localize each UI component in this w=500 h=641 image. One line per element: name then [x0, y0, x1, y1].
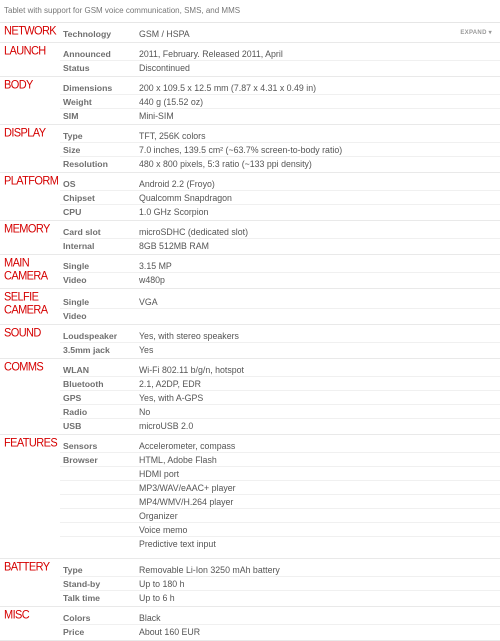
- spec-rows: [60, 611, 500, 638]
- spec-value: Predictive text input: [139, 538, 216, 549]
- spec-rows: [60, 225, 500, 252]
- spec-row: [60, 225, 500, 239]
- spec-row: [60, 47, 500, 61]
- spec-name[interactable]: Sensors: [63, 440, 98, 451]
- spec-name[interactable]: Colors: [63, 612, 91, 623]
- spec-value: 480 x 800 pixels, 5:3 ratio (~133 ppi density): [139, 158, 312, 169]
- spec-value: Voice memo: [139, 524, 188, 535]
- spec-row: [60, 591, 500, 604]
- section-title[interactable]: BATTERY: [4, 561, 50, 574]
- spec-name[interactable]: Stand-by: [63, 578, 101, 589]
- spec-value: 3.15 MP: [139, 260, 172, 271]
- spec-name[interactable]: Price: [63, 626, 85, 637]
- spec-value: HTML, Adobe Flash: [139, 454, 217, 465]
- spec-row: [60, 295, 500, 309]
- spec-value: Yes, with A-GPS: [139, 392, 204, 403]
- expand-button[interactable]: [460, 29, 492, 36]
- section-title[interactable]: SELFIE CAMERA: [4, 291, 48, 317]
- spec-name[interactable]: SIM: [63, 110, 79, 121]
- spec-value: Up to 6 h: [139, 592, 175, 603]
- spec-name[interactable]: Announced: [63, 48, 111, 59]
- spec-name[interactable]: Chipset: [63, 192, 95, 203]
- spec-row: [60, 509, 500, 523]
- spec-name[interactable]: WLAN: [63, 364, 90, 375]
- section-title[interactable]: MAIN CAMERA: [4, 257, 48, 283]
- spec-name[interactable]: Size: [63, 144, 81, 155]
- spec-value: Black: [139, 612, 161, 623]
- spec-value: 2011, February. Released 2011, April: [139, 48, 283, 59]
- section-title[interactable]: FEATURES: [4, 437, 58, 450]
- spec-section-misc: [0, 607, 500, 641]
- spec-rows: [60, 329, 500, 356]
- spec-value: Organizer: [139, 510, 178, 521]
- spec-name[interactable]: Browser: [63, 454, 98, 465]
- spec-name[interactable]: Loudspeaker: [63, 330, 118, 341]
- spec-name[interactable]: Video: [63, 274, 87, 285]
- spec-section-launch: [0, 43, 500, 77]
- spec-section-comms: [0, 359, 500, 435]
- spec-row: [60, 439, 500, 453]
- spec-row: [60, 27, 500, 40]
- spec-value: Qualcomm Snapdragon: [139, 192, 232, 203]
- spec-value: GSM / HSPA: [139, 28, 190, 39]
- spec-value: 200 x 109.5 x 12.5 mm (7.87 x 4.31 x 0.49 in): [139, 82, 317, 93]
- spec-row: [60, 363, 500, 377]
- spec-value: VGA: [139, 296, 158, 307]
- spec-value: Mini-SIM: [139, 110, 174, 121]
- spec-value: No: [139, 406, 151, 417]
- caret-down-icon: ▾: [486, 30, 492, 36]
- spec-rows: [60, 563, 500, 604]
- spec-value: microSDHC (dedicated slot): [139, 226, 249, 237]
- spec-name[interactable]: Single: [63, 260, 90, 271]
- intro-text: Tablet with support for GSM voice communication, SMS, and MMS: [0, 0, 500, 23]
- spec-row: [60, 309, 500, 322]
- spec-name[interactable]: Resolution: [63, 158, 108, 169]
- spec-row: [60, 453, 500, 467]
- spec-name[interactable]: Dimensions: [63, 82, 113, 93]
- spec-section-main-camera: [0, 255, 500, 289]
- spec-row: [60, 563, 500, 577]
- spec-name[interactable]: Technology: [63, 28, 112, 39]
- spec-rows: [60, 295, 500, 322]
- spec-value: Discontinued: [139, 62, 190, 73]
- spec-section-features: [0, 435, 500, 559]
- spec-row: [60, 329, 500, 343]
- spec-row: [60, 611, 500, 625]
- spec-name[interactable]: Type: [63, 564, 83, 575]
- spec-value: microUSB 2.0: [139, 420, 194, 431]
- section-title[interactable]: SOUND: [4, 327, 41, 340]
- spec-row: [60, 467, 500, 481]
- spec-section-battery: [0, 559, 500, 607]
- spec-section-selfie-camera: [0, 289, 500, 325]
- spec-row: [60, 205, 500, 218]
- spec-row: [60, 495, 500, 509]
- spec-value: Wi-Fi 802.11 b/g/n, hotspot: [139, 364, 244, 375]
- spec-row: [60, 405, 500, 419]
- spec-name[interactable]: CPU: [63, 206, 82, 217]
- spec-name[interactable]: Bluetooth: [63, 378, 104, 389]
- section-title[interactable]: NETWORK: [4, 25, 57, 38]
- spec-name[interactable]: 3.5mm jack: [63, 344, 110, 355]
- spec-value: 8GB 512MB RAM: [139, 240, 209, 251]
- spec-value: 1.0 GHz Scorpion: [139, 206, 209, 217]
- spec-value: Up to 180 h: [139, 578, 185, 589]
- spec-row: [60, 129, 500, 143]
- spec-value: HDMI port: [139, 468, 180, 479]
- spec-name[interactable]: Internal: [63, 240, 95, 251]
- section-title[interactable]: MEMORY: [4, 223, 50, 236]
- spec-value: Accelerometer, compass: [139, 440, 236, 451]
- spec-value: MP4/WMV/H.264 player: [139, 496, 234, 507]
- spec-rows: [60, 363, 500, 432]
- spec-value: w480p: [139, 274, 165, 285]
- spec-value: 7.0 inches, 139.5 cm² (~63.7% screen-to-body ratio): [139, 144, 343, 155]
- spec-rows: [60, 27, 500, 40]
- spec-row: [60, 81, 500, 95]
- spec-name[interactable]: Talk time: [63, 592, 101, 603]
- spec-section-sound: [0, 325, 500, 359]
- spec-value: MP3/WAV/eAAC+ player: [139, 482, 236, 493]
- spec-section-platform: [0, 173, 500, 221]
- spec-name[interactable]: Status: [63, 62, 90, 73]
- spec-name[interactable]: Weight: [63, 96, 92, 107]
- spec-name[interactable]: Video: [63, 310, 87, 321]
- spec-row: [60, 191, 500, 205]
- spec-name[interactable]: USB: [63, 420, 82, 431]
- spec-value: Android 2.2 (Froyo): [139, 178, 215, 189]
- section-title[interactable]: PLATFORM: [4, 175, 59, 188]
- spec-section-display: [0, 125, 500, 173]
- spec-value: About 160 EUR: [139, 626, 201, 637]
- spec-value: Removable Li-Ion 3250 mAh battery: [139, 564, 280, 575]
- spec-value: 2.1, A2DP, EDR: [139, 378, 201, 389]
- spec-name[interactable]: Type: [63, 130, 83, 141]
- expand-label: EXPAND: [460, 30, 487, 36]
- spec-name[interactable]: OS: [63, 178, 76, 189]
- section-title[interactable]: LAUNCH: [4, 45, 46, 58]
- spec-row: [60, 377, 500, 391]
- section-title[interactable]: COMMS: [4, 361, 44, 374]
- spec-rows: [60, 439, 500, 550]
- spec-row: [60, 343, 500, 356]
- spec-row: [60, 419, 500, 432]
- section-title[interactable]: DISPLAY: [4, 127, 46, 140]
- spec-rows: [60, 177, 500, 218]
- spec-rows: [60, 129, 500, 170]
- spec-row: [60, 157, 500, 170]
- spec-section-body: [0, 77, 500, 125]
- spec-row: [60, 481, 500, 495]
- spec-name[interactable]: GPS: [63, 392, 82, 403]
- spec-row: [60, 95, 500, 109]
- spec-row: [60, 625, 500, 638]
- spec-rows: [60, 47, 500, 74]
- spec-row: [60, 143, 500, 157]
- spec-row: [60, 577, 500, 591]
- spec-row: [60, 61, 500, 74]
- spec-row: [60, 523, 500, 537]
- specs-table: [0, 23, 500, 641]
- spec-row: [60, 391, 500, 405]
- spec-row: [60, 177, 500, 191]
- spec-rows: [60, 259, 500, 286]
- spec-name[interactable]: Card slot: [63, 226, 101, 237]
- section-title[interactable]: BODY: [4, 79, 33, 92]
- spec-name[interactable]: Single: [63, 296, 90, 307]
- section-title[interactable]: MISC: [4, 609, 30, 622]
- spec-name[interactable]: Radio: [63, 406, 88, 417]
- spec-value: TFT, 256K colors: [139, 130, 206, 141]
- spec-section-network: [0, 23, 500, 43]
- spec-row: [60, 537, 500, 550]
- spec-row: [60, 273, 500, 286]
- spec-section-memory: [0, 221, 500, 255]
- spec-row: [60, 109, 500, 122]
- spec-row: [60, 239, 500, 252]
- spec-rows: [60, 81, 500, 122]
- spec-row: [60, 259, 500, 273]
- spec-value: Yes, with stereo speakers: [139, 330, 239, 341]
- spec-value: 440 g (15.52 oz): [139, 96, 204, 107]
- spec-value: Yes: [139, 344, 154, 355]
